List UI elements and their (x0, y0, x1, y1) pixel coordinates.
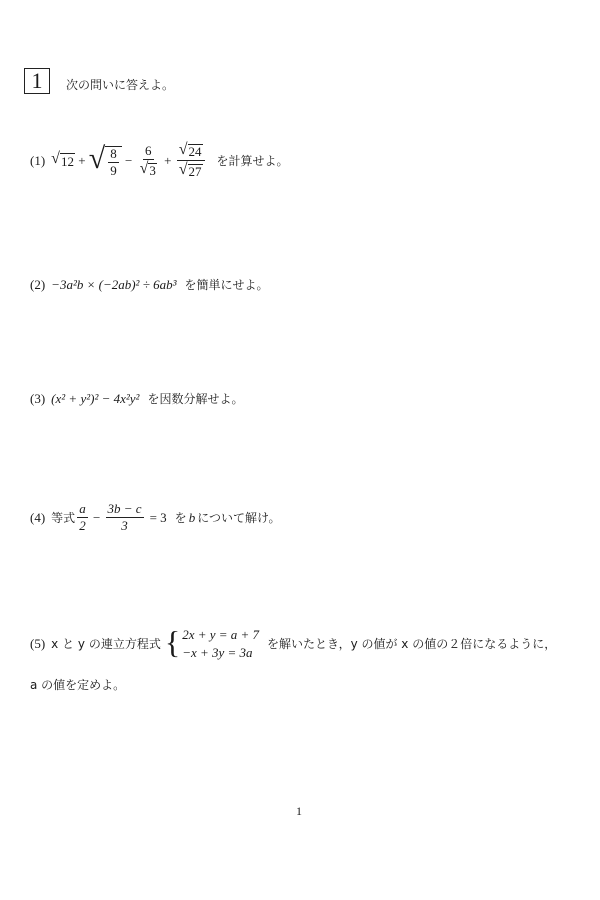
question-4-instruction: について解け。 (197, 511, 281, 526)
question-1: (1) √ 12 + √ $\frac{8}{9}$ − 6 √ 3 + √ 24 √ 27 を計算せよ。 (30, 141, 289, 180)
system-brace: { (164, 623, 181, 660)
question-3-instruction: を因数分解せよ。 (147, 392, 244, 406)
question-2 (30, 276, 269, 293)
question-4-variable: b (188, 509, 196, 525)
equation-1: 2x + y = a + 7 (182, 627, 260, 642)
question-5-line2: a の値を定めよ。 (30, 678, 126, 692)
question-2-expression: −3a²b × (−2ab)² ÷ 6ab³ (51, 276, 177, 292)
question-5-label: (5) (30, 635, 46, 651)
question-4-fraction-1: $\frac{a}{2}$ (79, 501, 86, 534)
question-4-fraction-2: $\frac{3b - c}{3}$ (107, 501, 142, 534)
question-1-label: (1) (30, 152, 46, 168)
question-2-label: (2) (30, 276, 46, 292)
question-1-instruction: を計算せよ。 (216, 154, 289, 169)
equation-system (182, 626, 259, 661)
question-5 (30, 623, 557, 661)
question-5-part2: を解いたとき，y の値が x の値の２倍になるように， (267, 637, 557, 652)
sqrt-fraction-term-2: √ $\frac{8}{9}$ (89, 144, 122, 179)
fraction-term-4: √ 24 √ 27 (177, 142, 205, 180)
problem-heading: 次の問いに答えよ。 (66, 78, 175, 92)
question-4: (4) 等式 $\frac{a}{2}$ − $\frac{3b - c}{3}$ = 3 を b について解け。 (30, 501, 281, 534)
page-number: 1 (296, 804, 302, 818)
equation-2: −x + 3y = 3a (182, 644, 253, 660)
sqrt-term-1: √ 12 (51, 150, 74, 170)
question-4-prefix: 等式 (51, 511, 76, 526)
question-2-instruction: を簡単にせよ。 (184, 278, 269, 292)
question-3-label: (3) (30, 390, 46, 406)
question-5-part1: x と y の連立方程式 (51, 637, 161, 652)
question-3-expression: (x² + y²)² − 4x²y² (51, 390, 140, 406)
question-4-rhs: = 3 (149, 509, 167, 525)
problem-number-box: 1 (24, 68, 50, 94)
question-4-label: (4) (30, 509, 46, 525)
fraction-term-3: 6 √ 3 (139, 142, 156, 178)
question-3 (30, 390, 243, 407)
